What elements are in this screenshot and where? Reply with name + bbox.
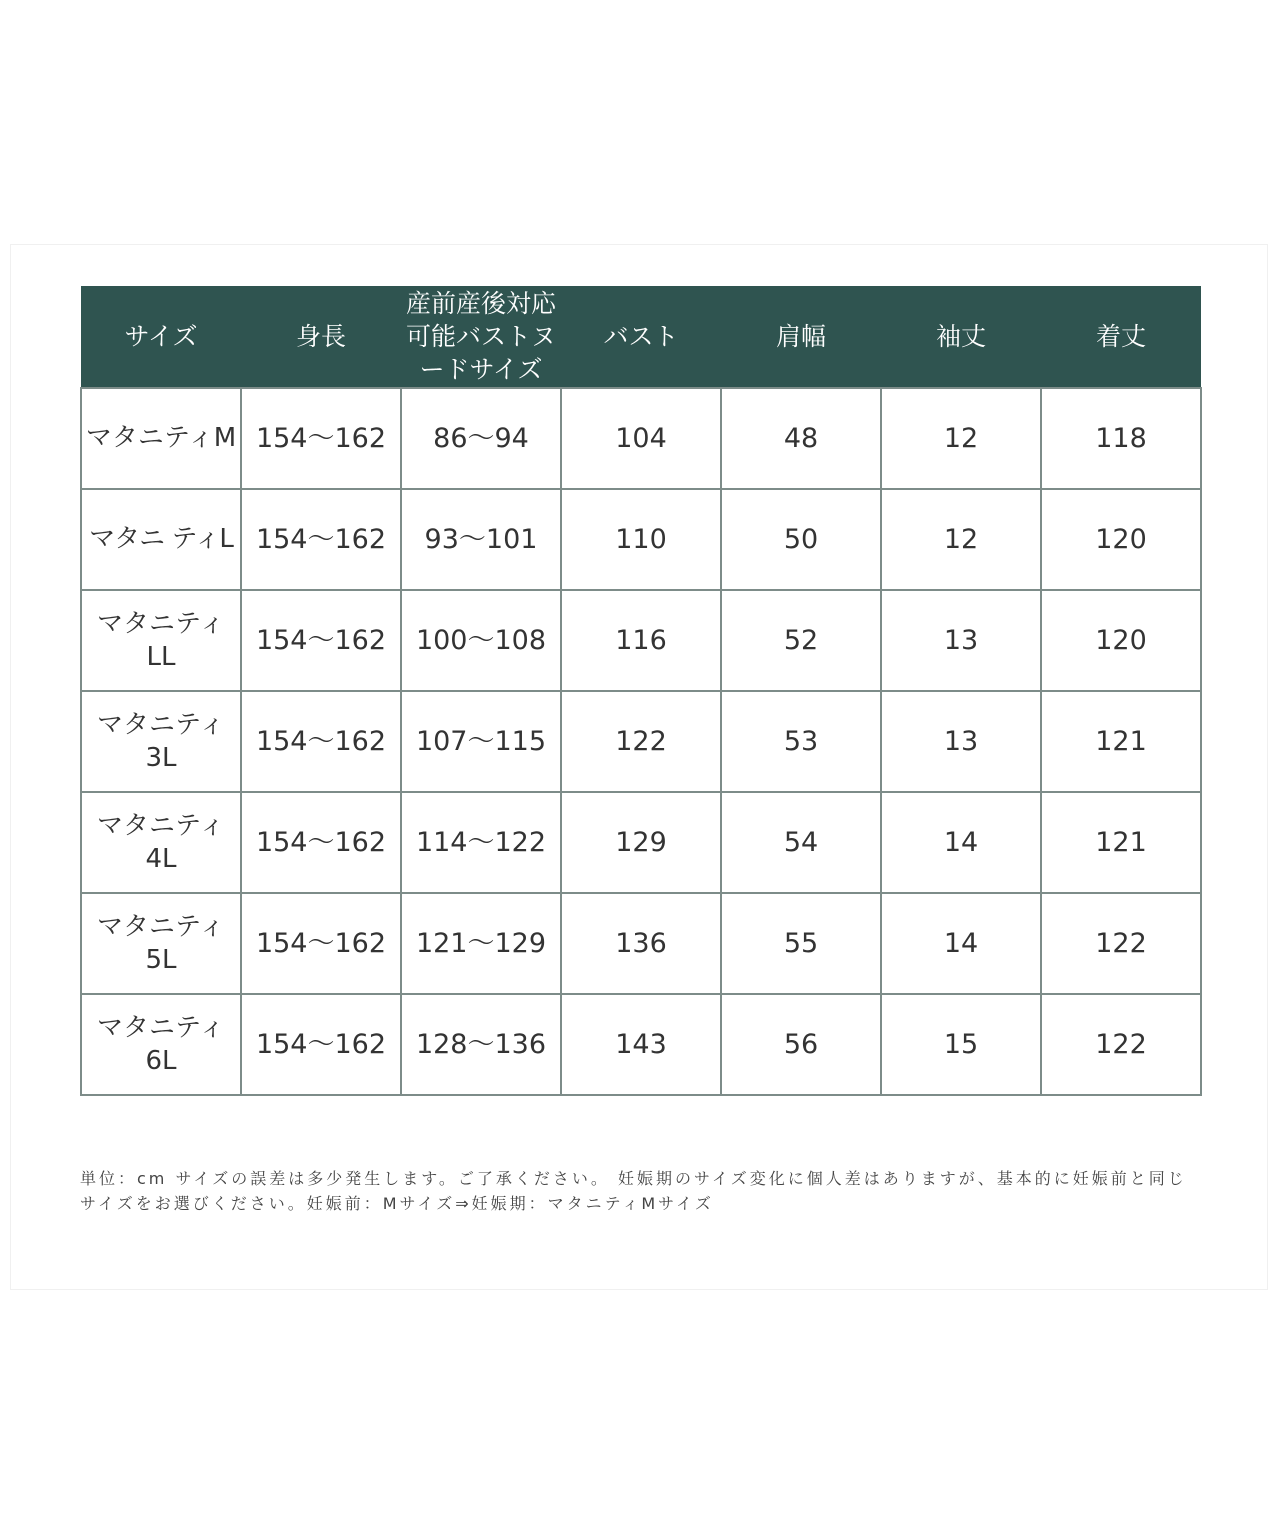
table-cell-length: 120 [1041,489,1201,590]
table-cell-size: マタニティ6L [81,994,241,1095]
table-cell-sleeve: 14 [881,893,1041,994]
size-table [80,286,1202,1096]
table-cell-bust-nude: 121〜129 [401,893,561,994]
header-bust-nude-size: 産前産後対応可能バストヌードサイズ [401,286,561,388]
table-row [81,792,1201,893]
table-cell-height: 154〜162 [241,994,401,1095]
table-cell-bust: 143 [561,994,721,1095]
header-height: 身長 [241,286,401,388]
table-row [81,691,1201,792]
table-cell-length: 122 [1041,893,1201,994]
table-cell-size: マタニティ3L [81,691,241,792]
table-cell-bust-nude: 100〜108 [401,590,561,691]
table-cell-sleeve: 13 [881,691,1041,792]
table-cell-height: 154〜162 [241,691,401,792]
table-cell-sleeve: 15 [881,994,1041,1095]
table-cell-bust: 110 [561,489,721,590]
header-size: サイズ [81,286,241,388]
table-cell-length: 122 [1041,994,1201,1095]
table-cell-sleeve: 12 [881,489,1041,590]
table-cell-bust: 116 [561,590,721,691]
table-cell-bust-nude: 128〜136 [401,994,561,1095]
table-cell-shoulder: 52 [721,590,881,691]
table-cell-bust-nude: 107〜115 [401,691,561,792]
table-cell-shoulder: 54 [721,792,881,893]
table-cell-length: 120 [1041,590,1201,691]
table-cell-sleeve: 14 [881,792,1041,893]
header-sleeve-length: 袖丈 [881,286,1041,388]
table-cell-bust: 122 [561,691,721,792]
table-cell-length: 121 [1041,691,1201,792]
header-bust: バスト [561,286,721,388]
table-cell-sleeve: 12 [881,388,1041,489]
table-cell-bust: 104 [561,388,721,489]
table-cell-size: マタニティLL [81,590,241,691]
table-cell-size: マタニ ティL [81,489,241,590]
table-row [81,489,1201,590]
table-cell-shoulder: 48 [721,388,881,489]
table-cell-size: マタニティM [81,388,241,489]
table-cell-sleeve: 13 [881,590,1041,691]
table-cell-size: マタニティ5L [81,893,241,994]
table-row [81,590,1201,691]
size-note: 単位：cm サイズの誤差は多少発生します。ご了承ください。 妊娠期のサイズ変化に個人差はありますが、基本的に妊娠前と同じサイズをお選びください。妊娠前：Mサイズ⇒妊娠期：マタニティMサイズ [80,1169,1187,1213]
table-cell-bust: 129 [561,792,721,893]
table-header-row [81,286,1201,388]
table-cell-bust-nude: 114〜122 [401,792,561,893]
table-cell-height: 154〜162 [241,489,401,590]
table-cell-bust-nude: 93〜101 [401,489,561,590]
table-cell-bust: 136 [561,893,721,994]
table-cell-height: 154〜162 [241,893,401,994]
table-cell-shoulder: 50 [721,489,881,590]
table-cell-length: 121 [1041,792,1201,893]
header-shoulder-width: 肩幅 [721,286,881,388]
table-row [81,388,1201,489]
table-cell-length: 118 [1041,388,1201,489]
table-cell-shoulder: 55 [721,893,881,994]
table-cell-shoulder: 53 [721,691,881,792]
table-row [81,994,1201,1095]
table-cell-shoulder: 56 [721,994,881,1095]
header-length: 着丈 [1041,286,1201,388]
table-cell-height: 154〜162 [241,792,401,893]
table-cell-height: 154〜162 [241,590,401,691]
table-cell-height: 154〜162 [241,388,401,489]
table-cell-size: マタニティ4L [81,792,241,893]
table-row [81,893,1201,994]
table-cell-bust-nude: 86〜94 [401,388,561,489]
